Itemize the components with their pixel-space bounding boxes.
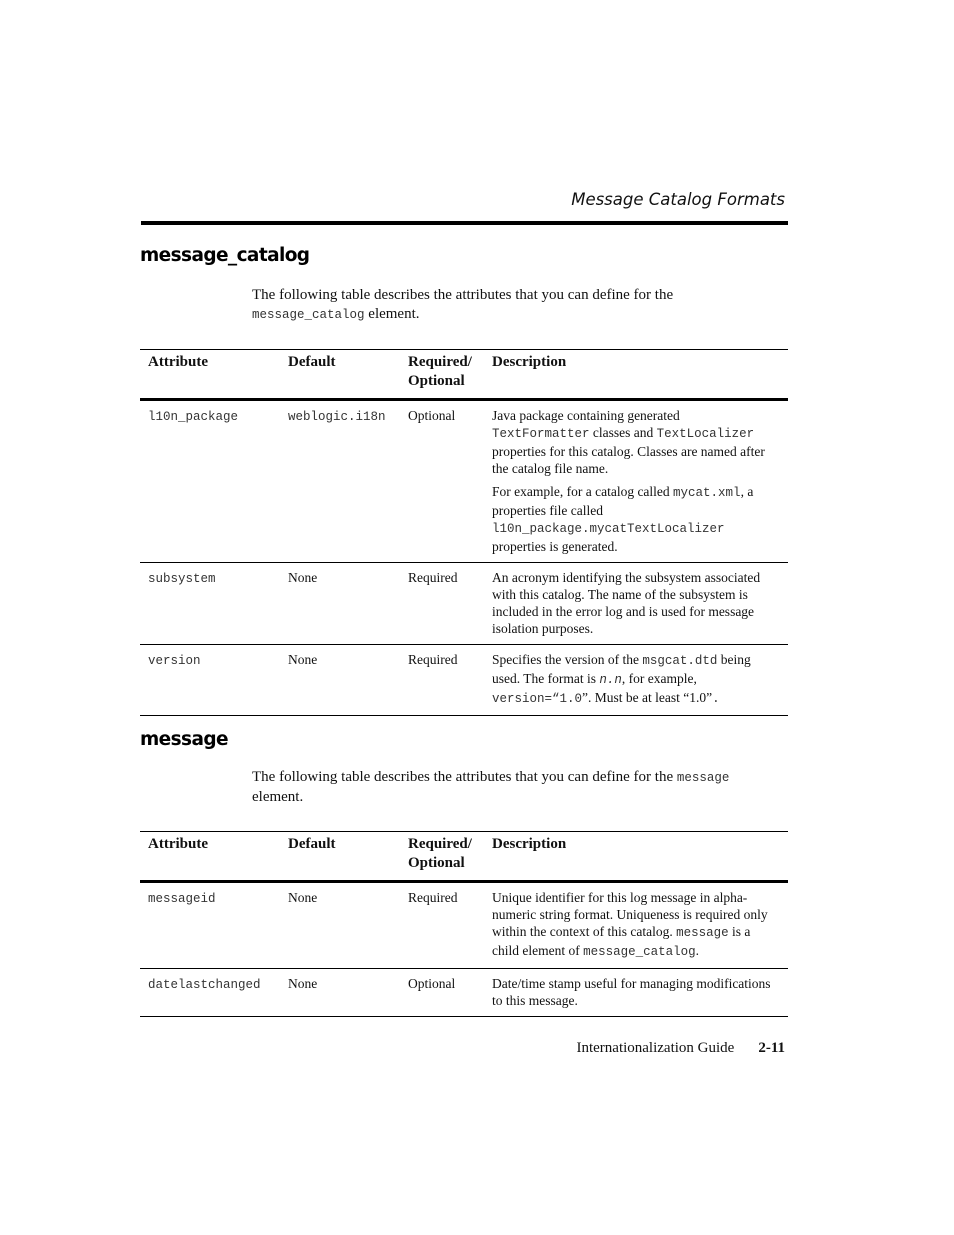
section-title-message: message — [140, 729, 228, 750]
cell-default — [280, 400, 400, 563]
footer-guide-title: Internationalization Guide — [576, 1040, 735, 1056]
message-catalog-attributes-table — [140, 349, 788, 716]
table-row — [140, 400, 788, 563]
header-default: Default — [280, 832, 400, 882]
header-description: Description — [484, 832, 788, 882]
cell-description: An acronym identifying the subsystem associated with this catalog. The name of the subsystem is included in the error log and is used for message isolation purposes. — [484, 563, 788, 645]
cell-default: None — [280, 563, 400, 645]
cell-description — [484, 882, 788, 969]
attribute-name: version — [148, 654, 201, 668]
desc-code: mycat.xml — [673, 486, 741, 500]
desc-text: being used. The format is — [492, 652, 751, 686]
header-attribute: Attribute — [140, 350, 280, 400]
header-required-optional — [400, 832, 484, 882]
header-required: Required/ — [408, 354, 472, 370]
desc-code: message_catalog — [583, 945, 696, 959]
header-optional: Optional — [408, 373, 465, 389]
desc-text: is a child element of — [492, 924, 751, 958]
intro-code: message — [676, 771, 730, 785]
attribute-name: datelastchanged — [148, 978, 261, 992]
intro-text-end: element. — [364, 306, 420, 322]
attribute-name: l10n_package — [148, 410, 239, 424]
desc-text: Unique identifier for this log message in alpha-numeric string format. Uniqueness is required only within the context of this catalog. — [492, 890, 768, 939]
table-header-row — [140, 350, 788, 400]
cell-attribute — [140, 645, 280, 716]
desc-code: n.n — [599, 673, 622, 687]
header-optional: Optional — [408, 855, 465, 871]
header-description: Description — [484, 350, 788, 400]
message-attributes-table — [140, 831, 788, 1017]
cell-attribute — [140, 882, 280, 969]
default-value: weblogic.i18n — [288, 410, 386, 424]
cell-attribute — [140, 969, 280, 1017]
desc-code: l10n_package.mycatTextLocalizer — [492, 522, 725, 536]
running-head-title: Message Catalog Formats — [571, 190, 785, 209]
desc-code: message — [676, 926, 729, 940]
page-number: 2-11 — [758, 1040, 785, 1056]
desc-text: For example, for a catalog called — [492, 484, 674, 499]
header-attribute: Attribute — [140, 832, 280, 882]
desc-text: classes and — [589, 425, 657, 440]
desc-text: , for example, — [621, 671, 697, 686]
cell-default: None — [280, 969, 400, 1017]
cell-required: Optional — [400, 969, 484, 1017]
desc-text: ”. Must be at least “1.0” — [582, 690, 713, 705]
table-row — [140, 563, 788, 645]
header-default: Default — [280, 350, 400, 400]
cell-default: None — [280, 645, 400, 716]
description-paragraph — [492, 407, 780, 477]
desc-code: msgcat.dtd — [642, 654, 718, 668]
attribute-name: messageid — [148, 892, 216, 906]
header-rule — [141, 221, 788, 225]
cell-description — [484, 400, 788, 563]
header-required: Required/ — [408, 836, 472, 852]
attribute-name: subsystem — [148, 572, 216, 586]
desc-code: TextFormatter — [492, 427, 590, 441]
cell-required: Required — [400, 645, 484, 716]
table-row — [140, 645, 788, 716]
desc-text: Specifies the version of the — [492, 652, 643, 667]
table-header-row — [140, 832, 788, 882]
intro-code: message_catalog — [252, 308, 365, 322]
desc-code: version=“1.0 — [492, 692, 583, 706]
cell-description: Date/time stamp useful for managing modifications to this message. — [484, 969, 788, 1017]
intro-text: The following table describes the attributes that you can define for the — [252, 287, 674, 303]
intro-text-end: element. — [252, 789, 304, 805]
cell-required: Optional — [400, 400, 484, 563]
desc-text: . — [695, 943, 699, 958]
header-required-optional — [400, 350, 484, 400]
desc-code: TextLocalizer — [656, 427, 755, 441]
desc-code: . — [712, 692, 720, 706]
section-intro-message — [252, 768, 772, 807]
desc-text: properties is generated. — [492, 539, 618, 554]
cell-description — [484, 645, 788, 716]
cell-attribute — [140, 400, 280, 563]
table-row — [140, 882, 788, 969]
desc-text: properties for this catalog. Classes are named after the catalog file name. — [492, 444, 765, 476]
table-row — [140, 969, 788, 1017]
cell-attribute — [140, 563, 280, 645]
cell-required: Required — [400, 882, 484, 969]
desc-text: Java package containing generated — [492, 408, 680, 423]
description-paragraph — [492, 483, 780, 555]
section-intro-message-catalog — [252, 286, 772, 325]
desc-text: , a properties file called — [492, 484, 754, 518]
cell-required: Required — [400, 563, 484, 645]
section-title-message-catalog: message_catalog — [140, 245, 310, 266]
page-footer — [576, 1040, 785, 1057]
cell-default: None — [280, 882, 400, 969]
intro-text: The following table describes the attributes that you can define for the — [252, 769, 677, 785]
